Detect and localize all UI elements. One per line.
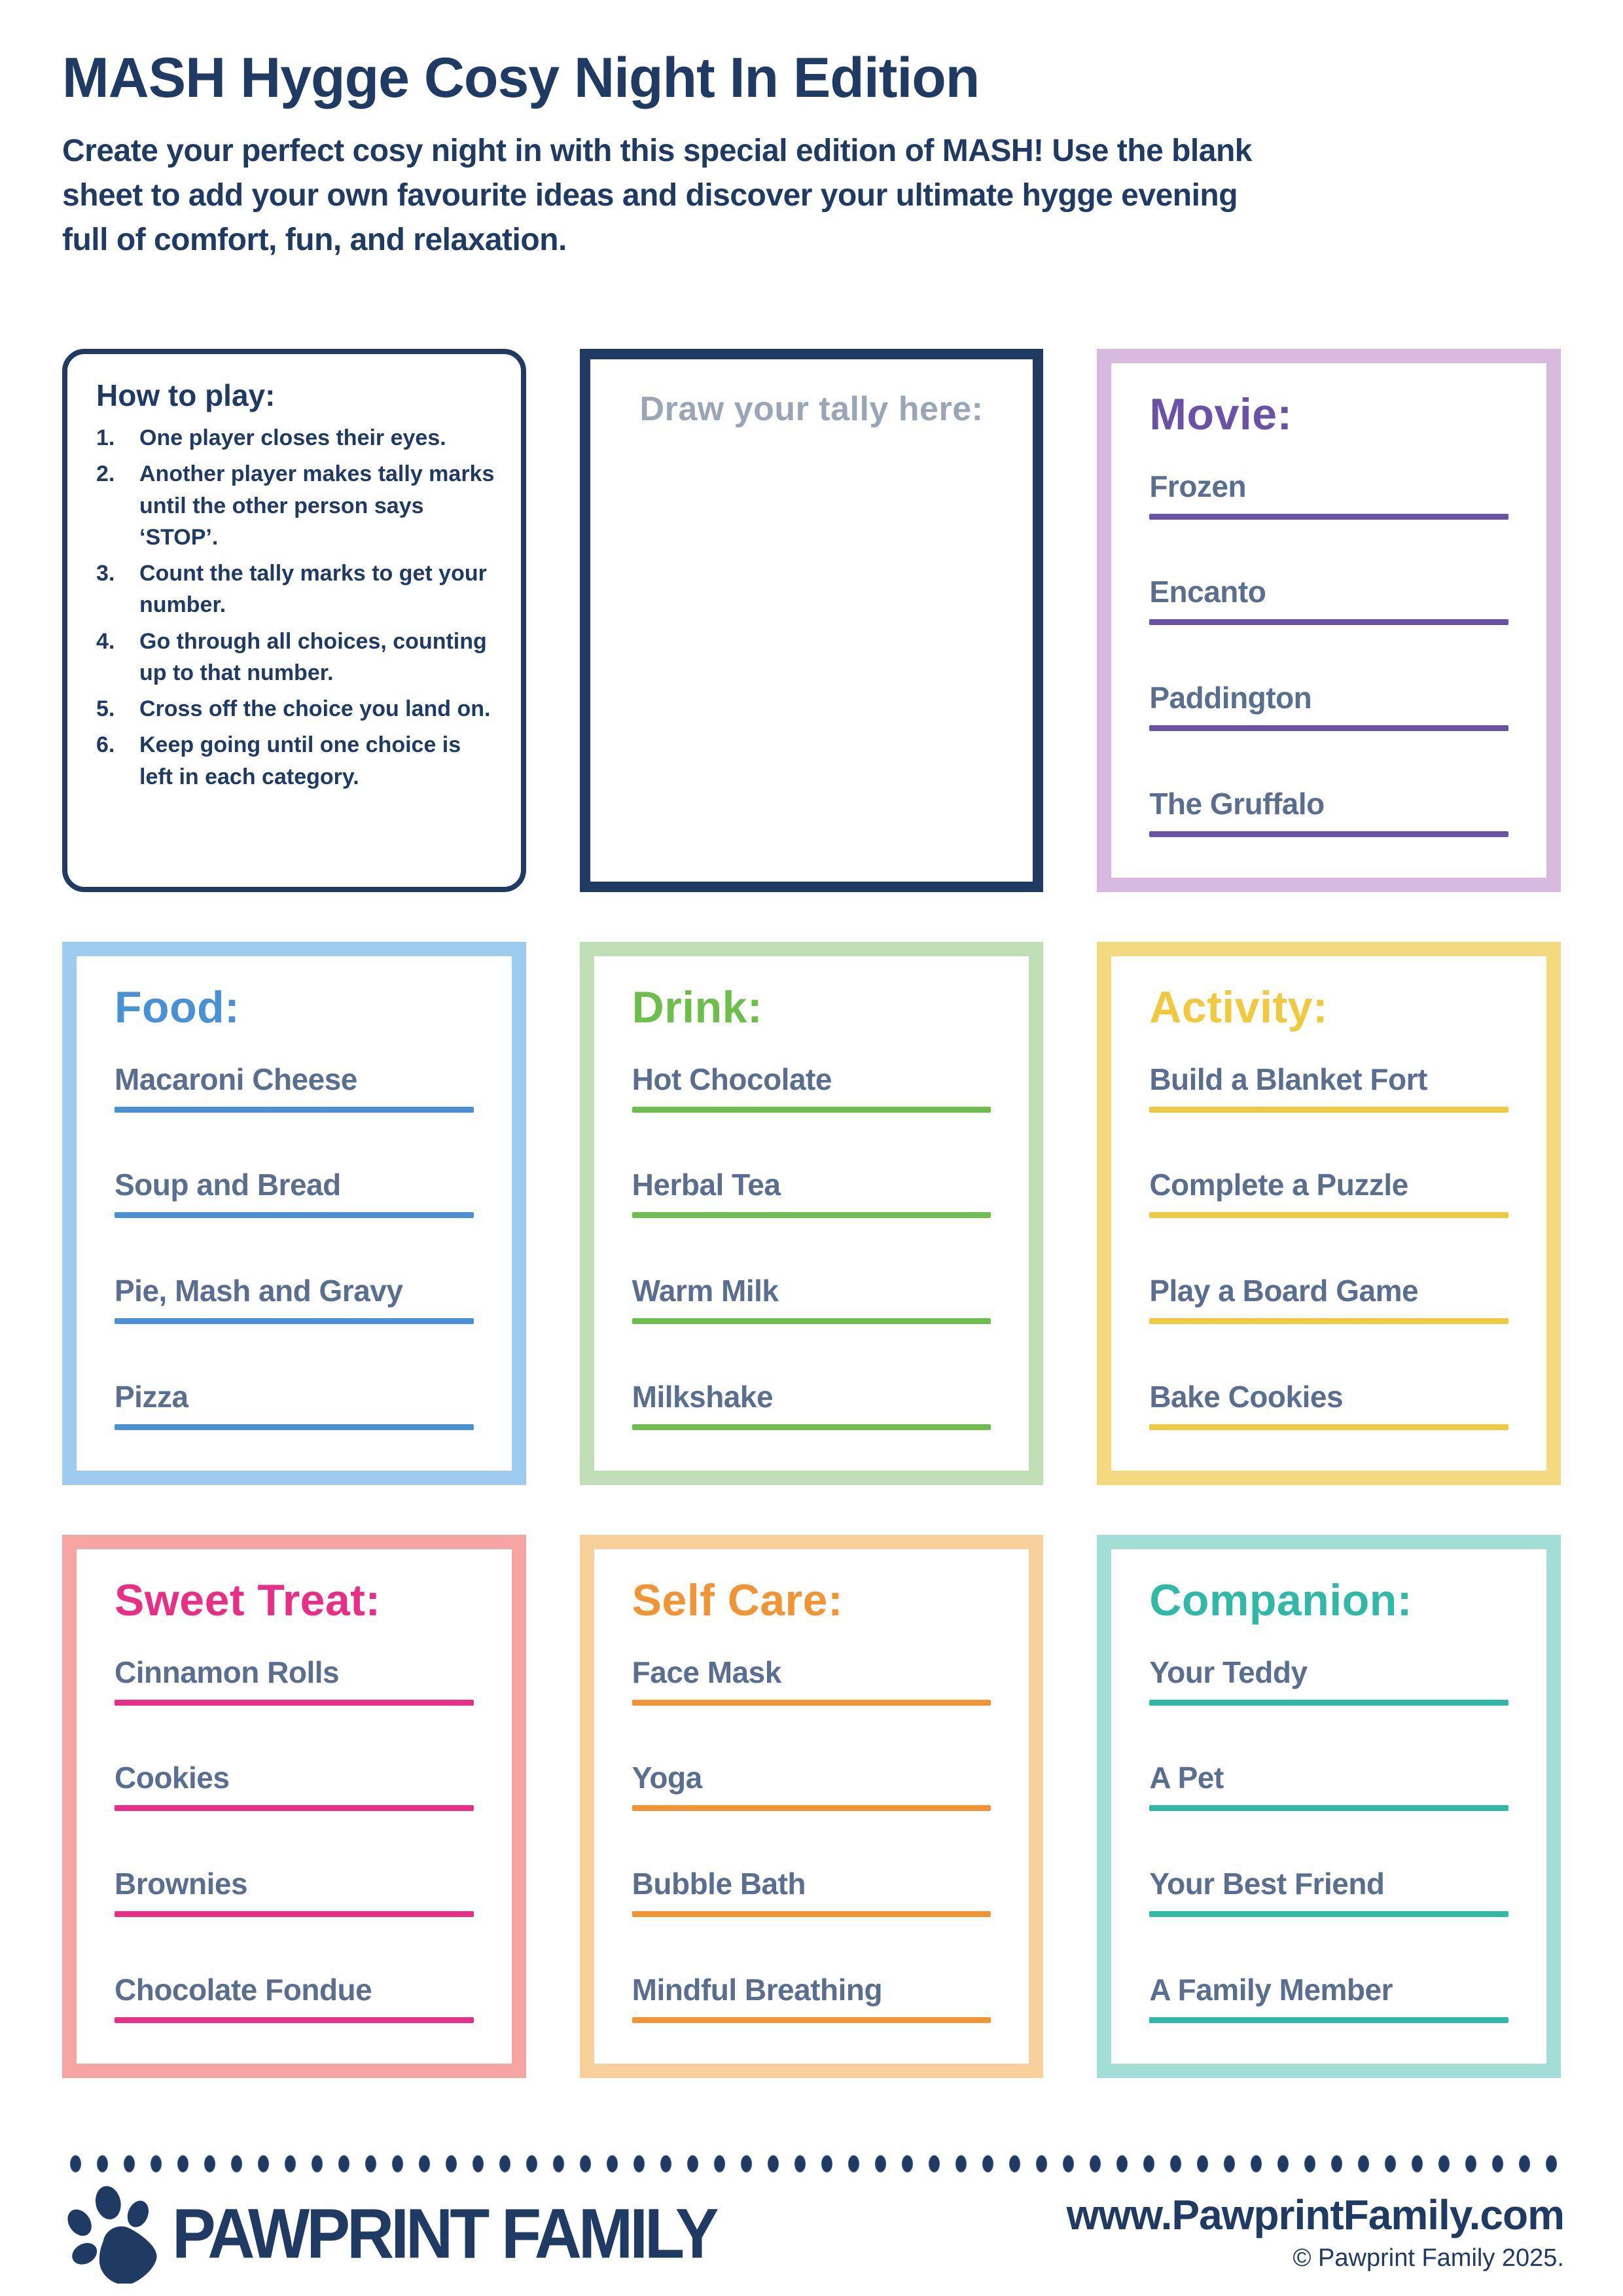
category-items bbox=[632, 1062, 991, 1430]
item-label: Pie, Mash and Gravy bbox=[115, 1274, 403, 1308]
step-number: 2. bbox=[96, 461, 115, 487]
list-item bbox=[632, 1168, 991, 1218]
intro-line: Create your perfect cosy night in with this special edition of MASH! Use the blank bbox=[62, 133, 1252, 168]
item-label: Build a Blanket Fort bbox=[1149, 1062, 1427, 1096]
how-to-play-box bbox=[62, 349, 526, 892]
step-number: 6. bbox=[96, 732, 115, 758]
item-underline bbox=[115, 1805, 474, 1811]
item-underline bbox=[115, 1212, 474, 1218]
step-number: 5. bbox=[96, 696, 115, 722]
intro-line: sheet to add your own favourite ideas and discover your ultimate hygge evening bbox=[62, 177, 1238, 213]
item-underline bbox=[115, 2017, 474, 2023]
item-underline bbox=[1149, 619, 1508, 625]
item-label: Bubble Bath bbox=[632, 1867, 806, 1901]
item-underline bbox=[115, 1107, 474, 1113]
category-box-drink bbox=[580, 942, 1044, 1485]
list-item bbox=[632, 1062, 991, 1113]
item-label: Mindful Breathing bbox=[632, 1973, 883, 2007]
list-item bbox=[115, 1274, 474, 1324]
step-number: 4. bbox=[96, 628, 115, 654]
item-underline bbox=[632, 1318, 991, 1324]
category-items bbox=[115, 1062, 474, 1430]
item-underline bbox=[1149, 1911, 1508, 1917]
step-text: Count the tally marks to get your number. bbox=[139, 561, 487, 618]
item-label: Yoga bbox=[632, 1761, 702, 1795]
item-label: Macaroni Cheese bbox=[115, 1062, 357, 1096]
list-item bbox=[1149, 1168, 1508, 1218]
list-item bbox=[1149, 1380, 1508, 1430]
list-item bbox=[1149, 1867, 1508, 1917]
list-item bbox=[632, 1867, 991, 1917]
category-items bbox=[632, 1655, 991, 2023]
item-label: Cookies bbox=[115, 1761, 230, 1795]
how-to-play-heading: How to play: bbox=[96, 378, 276, 413]
category-items bbox=[1149, 469, 1508, 837]
item-underline bbox=[115, 1700, 474, 1706]
footer bbox=[62, 2154, 1564, 2284]
step-text: Another player makes tally marks until the other person says ‘STOP’. bbox=[139, 461, 495, 550]
category-box-activity bbox=[1097, 942, 1561, 1485]
category-box-companion bbox=[1097, 1535, 1561, 2078]
list-item bbox=[632, 1761, 991, 1811]
item-label: Face Mask bbox=[632, 1655, 781, 1689]
list-item bbox=[1149, 681, 1508, 731]
item-label: Cinnamon Rolls bbox=[115, 1655, 340, 1689]
item-label: Your Best Friend bbox=[1149, 1867, 1385, 1901]
list-item bbox=[115, 1168, 474, 1218]
item-label: Milkshake bbox=[632, 1380, 774, 1414]
list-item bbox=[1149, 1274, 1508, 1324]
item-underline bbox=[115, 1424, 474, 1430]
footer-right bbox=[1067, 2184, 1564, 2272]
item-label: Encanto bbox=[1149, 575, 1266, 609]
boxes-grid bbox=[62, 349, 1561, 2078]
how-to-play-step bbox=[96, 729, 495, 793]
header bbox=[0, 0, 1623, 262]
list-item bbox=[632, 1973, 991, 2023]
step-number: 1. bbox=[96, 425, 115, 451]
category-title: Companion: bbox=[1149, 1575, 1412, 1626]
category-items bbox=[115, 1655, 474, 2023]
category-title: Food: bbox=[115, 982, 240, 1033]
list-item bbox=[115, 1973, 474, 2023]
copyright: © Pawprint Family 2025. bbox=[1293, 2244, 1564, 2272]
step-text: Go through all choices, counting up to that number. bbox=[139, 628, 487, 685]
item-label: The Gruffalo bbox=[1149, 787, 1325, 821]
category-title: Self Care: bbox=[632, 1575, 844, 1626]
category-title: Sweet Treat: bbox=[115, 1575, 381, 1626]
step-text: One player closes their eyes. bbox=[139, 425, 446, 451]
category-items bbox=[1149, 1655, 1508, 2023]
website-url: www.PawprintFamily.com bbox=[1066, 2191, 1564, 2239]
dotted-divider bbox=[62, 2154, 1564, 2174]
step-text: Keep going until one choice is left in each category. bbox=[139, 732, 461, 789]
item-label: Paddington bbox=[1149, 681, 1312, 715]
tally-placeholder: Draw your tally here: bbox=[639, 390, 984, 429]
item-label: Warm Milk bbox=[632, 1274, 779, 1308]
item-label: Herbal Tea bbox=[632, 1168, 781, 1202]
item-label: Pizza bbox=[115, 1380, 188, 1414]
how-to-play-step bbox=[96, 458, 495, 553]
item-underline bbox=[632, 1805, 991, 1811]
item-underline bbox=[632, 1212, 991, 1218]
list-item bbox=[632, 1274, 991, 1324]
how-to-play-step bbox=[96, 693, 495, 725]
item-underline bbox=[1149, 1107, 1508, 1113]
item-underline bbox=[632, 2017, 991, 2023]
category-box-food bbox=[62, 942, 526, 1485]
item-label: Hot Chocolate bbox=[632, 1062, 832, 1096]
list-item bbox=[115, 1867, 474, 1917]
category-title: Activity: bbox=[1149, 982, 1329, 1033]
item-underline bbox=[1149, 1318, 1508, 1324]
item-underline bbox=[632, 1107, 991, 1113]
category-box-sweet-treat bbox=[62, 1535, 526, 2078]
category-box-movie bbox=[1097, 349, 1561, 892]
item-underline bbox=[1149, 514, 1508, 520]
step-number: 3. bbox=[96, 561, 115, 586]
item-underline bbox=[632, 1911, 991, 1917]
item-label: Your Teddy bbox=[1149, 1655, 1308, 1689]
item-label: Chocolate Fondue bbox=[115, 1973, 372, 2007]
category-title: Movie: bbox=[1149, 389, 1293, 440]
list-item bbox=[1149, 575, 1508, 625]
item-underline bbox=[1149, 1805, 1508, 1811]
category-box-self-care bbox=[580, 1535, 1044, 2078]
item-underline bbox=[1149, 2017, 1508, 2023]
item-underline bbox=[1149, 1212, 1508, 1218]
category-items bbox=[1149, 1062, 1508, 1430]
item-label: Play a Board Game bbox=[1149, 1274, 1419, 1308]
intro-line: full of comfort, fun, and relaxation. bbox=[62, 222, 567, 257]
item-underline bbox=[632, 1424, 991, 1430]
category-title: Drink: bbox=[632, 982, 763, 1033]
item-label: Bake Cookies bbox=[1149, 1380, 1344, 1414]
item-label: Brownies bbox=[115, 1867, 248, 1901]
item-label: Complete a Puzzle bbox=[1149, 1168, 1408, 1202]
list-item bbox=[1149, 469, 1508, 520]
list-item bbox=[1149, 1655, 1508, 1706]
how-to-play-step bbox=[96, 422, 495, 454]
list-item bbox=[1149, 1062, 1508, 1113]
item-label: Soup and Bread bbox=[115, 1168, 341, 1202]
item-underline bbox=[1149, 1700, 1508, 1706]
list-item bbox=[632, 1380, 991, 1430]
how-to-play-steps bbox=[96, 422, 495, 793]
item-underline bbox=[115, 1911, 474, 1917]
how-to-play-step bbox=[96, 626, 495, 689]
footer-row bbox=[62, 2184, 1564, 2284]
step-text: Cross off the choice you land on. bbox=[139, 696, 491, 722]
item-underline bbox=[632, 1700, 991, 1706]
list-item bbox=[115, 1380, 474, 1430]
logo-text: PAWPRINT FAMILY bbox=[172, 2194, 716, 2274]
pawprint-family-logo bbox=[62, 2184, 716, 2284]
item-underline bbox=[1149, 1424, 1508, 1430]
paw-icon bbox=[62, 2184, 162, 2284]
item-underline bbox=[115, 1318, 474, 1324]
how-to-play-step bbox=[96, 558, 495, 621]
intro-paragraph bbox=[62, 129, 1561, 262]
item-label: Frozen bbox=[1149, 469, 1247, 503]
item-underline bbox=[1149, 831, 1508, 837]
list-item bbox=[1149, 787, 1508, 837]
item-label: A Family Member bbox=[1149, 1973, 1393, 2007]
list-item bbox=[115, 1655, 474, 1706]
item-label: A Pet bbox=[1149, 1761, 1224, 1795]
tally-box bbox=[580, 349, 1044, 892]
list-item bbox=[632, 1655, 991, 1706]
page-title: MASH Hygge Cosy Night In Edition bbox=[62, 46, 980, 109]
list-item bbox=[115, 1062, 474, 1113]
list-item bbox=[1149, 1973, 1508, 2023]
list-item bbox=[1149, 1761, 1508, 1811]
item-underline bbox=[1149, 725, 1508, 731]
list-item bbox=[115, 1761, 474, 1811]
